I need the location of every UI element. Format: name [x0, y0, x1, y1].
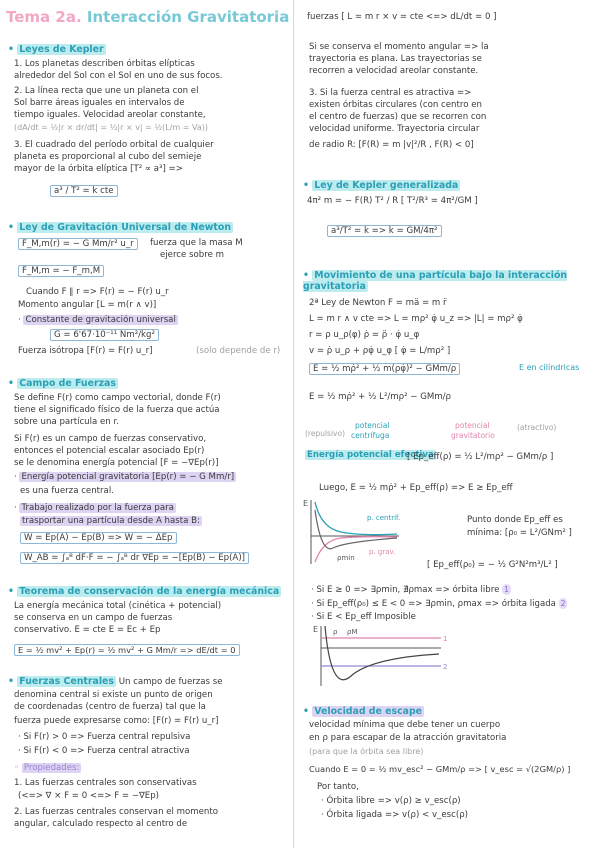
plot2-p-label: ρ: [333, 628, 338, 636]
central-line-2: denomina central si existe un punto de origen: [14, 690, 213, 700]
angular-momentum-line: fuerzas [ L = m r × v = cte <=> dL/dt = 0 ]: [307, 12, 497, 22]
plot2-two-label: 2: [443, 663, 448, 671]
newton-bullet-5: Fuerza isótropa [F(r) = F(r) u_r]: [18, 346, 153, 356]
plot2-e-label: E: [313, 625, 319, 634]
field-work-1: W = Ep(A) − Ep(B) => W = − ΔEp: [20, 533, 177, 544]
kepler-heading: • Leyes de Kepler: [8, 44, 104, 55]
field-line-8: es una fuerza central.: [20, 486, 114, 496]
central-line-5: · Si F(r) > 0 => Fuerza central repulsiva: [18, 732, 191, 742]
right-line-2: trayectoria es plana. Las trayectorias se: [309, 54, 482, 64]
central-line-4: fuerza puede expresarse como: [F(r) = F(r) u_r]: [14, 716, 219, 726]
central-line-9: (<=> ∇ × F = 0 <=> F = −∇Ep): [18, 791, 160, 801]
kepler-law3-line1: 3. El cuadrado del período orbital de cualquier: [14, 140, 214, 150]
field-line-1: Se define F(r) como campo vectorial, donde F(r): [14, 393, 221, 403]
escape-free-orbit: · Órbita libre => v(ρ) ≥ v_esc(ρ): [321, 796, 461, 806]
label-potential-2: potencial: [455, 421, 490, 430]
orbit-case-1: · Si E ≥ 0 => ∃ρmin, ∄ρmax => órbita libre 1: [311, 585, 509, 595]
newton-force-note-1: fuerza que la masa M: [150, 238, 243, 248]
field-line-10: trasportar una partícula desde A hasta B:: [22, 516, 200, 526]
effective-energy-heading: Energía potencial efectiva: [307, 450, 434, 460]
orbit-case-3: · Si E < Ep_eff Imposible: [311, 612, 416, 622]
newton-g-constant: G = 6'67·10⁻¹¹ Nm²/kg²: [50, 330, 159, 341]
kepler-law2-line2: Sol barre áreas iguales en intervalos de: [14, 98, 185, 108]
field-line-3: sobre una partícula en r.: [14, 417, 119, 427]
right-line-7: velocidad uniforme. Trayectoria circular: [309, 124, 480, 134]
plot2-pm-label: ρM: [347, 628, 358, 636]
right-column: [297, 0, 600, 848]
newton-bullet-2: Momento angular [L = m(r ∧ v)]: [18, 300, 157, 310]
kepler-law2-line1: 2. La línea recta que une un planeta con el: [14, 86, 199, 96]
label-attractive: (atractivo): [517, 423, 557, 432]
plot1-e-label: E: [303, 499, 309, 508]
newton-force-formula: F_M,m(r) = − G Mm/r² u_r: [18, 239, 138, 250]
luego-line: Luego, E = ½ mρ̇² + Ep_eff(ρ) => E ≥ Ep_eff: [319, 483, 513, 493]
kepler-law1-line1: 1. Los planetas describen órbitas elípticas: [14, 59, 195, 69]
conservation-formula: E = ½ mv² + Ep(r) = ½ mv² + G Mm/r => dE/dt = 0: [14, 645, 240, 656]
newton-bullet-1: Cuando F ∥ r => F(r) = − F(r) u_r: [26, 287, 169, 297]
min-line-2: mínima: [ρ₀ = L²/GNm² ]: [467, 528, 572, 538]
escape-line-2: velocidad mínima que debe tener un cuerpo: [309, 720, 501, 730]
field-line-4: Si F(r) es un campo de fuerzas conservativo,: [14, 434, 207, 444]
motion-line-3: r = ρ u_ρ(φ) ρ̇ = ρ̈ · φ̇ u_φ: [309, 330, 420, 340]
column-divider: [293, 0, 294, 848]
page-title: [6, 8, 289, 26]
label-centrifugal: centrífuga: [351, 431, 390, 440]
field-line-7: · Energía potencial gravitatoria [Ep(r) = − G Mm/r]: [14, 472, 235, 482]
field-work-2: W_AB = ∫ₐᴮ dF·F = − ∫ₐᴮ dr ∇Ep = −[Ep(B) − Ep(A)]: [20, 553, 249, 564]
motion-heading: • Movimiento de una partícula bajo la interacción gravitatoria: [303, 270, 568, 292]
kepler-gen-eq2: a³/T² = k => k = GM/4π²: [327, 226, 442, 237]
plot1-centr-label: p. centríf.: [367, 514, 401, 522]
label-repulsive: (repulsivo): [305, 429, 346, 438]
min-line-1: Punto donde Ep_eff es: [467, 515, 563, 525]
plot1-pmin-label: ρmin: [337, 554, 355, 562]
label-gravitational: gravitatorio: [451, 431, 495, 440]
escape-line-3: en ρ para escapar de la atracción gravitatoria: [309, 733, 507, 743]
right-line-1: Si se conserva el momento angular => la: [309, 42, 489, 52]
orbit-case-2: · Si Ep_eff(ρ₀) ≤ E < 0 => ∃ρmin, ρmax => órbita ligada 2: [311, 599, 566, 609]
escape-bound-orbit: · Órbita ligada => v(ρ) < v_esc(ρ): [321, 810, 469, 820]
kepler-law3-line3: mayor de la órbita elíptica [T² ∝ a³] =>: [14, 164, 183, 174]
field-line-5: entonces el potencial escalar asociado Ep(r): [14, 446, 205, 456]
title-number: Tema 2a.: [6, 8, 82, 26]
right-line-4: 3. Si la fuerza central es atractiva =>: [309, 88, 472, 98]
field-line-2: tiene el significado físico de la fuerza que actúa: [14, 405, 220, 415]
central-heading: • Fuerzas Centrales Un campo de fuerzas se: [8, 676, 223, 687]
effective-energy-formula: [ Ep_eff(ρ) = ½ L²/mρ² − GMm/ρ ]: [407, 452, 554, 462]
plot2-effective-curve: [325, 626, 439, 680]
motion-energy-2: E = ½ mρ̇² + ½ L²/mρ² − GMm/ρ: [309, 392, 452, 402]
min-formula: [ Ep_eff(ρ₀) = − ½ G²N²m³/L² ]: [427, 560, 558, 570]
kepler-law2-line4: (dA/dt = ½|r × dr/dt| = ½|r × v| = ½(L/m = Va)): [14, 123, 209, 132]
orbit-types-plot: [311, 624, 451, 688]
plot1-grav-label: p. grav.: [369, 548, 396, 556]
conservation-line-1: La energía mecánica total (cinética + potencial): [14, 601, 222, 611]
motion-energy-1: E = ½ mρ̇² + ½ m(ρφ̇)² − GMm/ρ: [309, 364, 460, 375]
kepler-law3-formula: a³ / T² = k cte: [50, 186, 118, 197]
escape-formula: Cuando E = 0 = ½ mv_esc² − GMm/ρ => [ v_esc = √(2GM/ρ) ]: [309, 764, 571, 774]
motion-energy-note: E en cilíndricas: [519, 363, 580, 372]
field-heading: • Campo de Fuerzas: [8, 378, 116, 389]
kepler-law1-line2: alrededor del Sol con el Sol en uno de sus focos.: [14, 71, 223, 81]
newton-force-note-2: ejerce sobre m: [160, 250, 224, 260]
motion-line-4: v = ρ̇ u_ρ + ρφ̇ u_φ [ φ̇ = L/mρ² ]: [309, 346, 451, 356]
central-properties: ◦ Propiedades:: [14, 763, 80, 773]
label-potential-1: potencial: [355, 421, 390, 430]
effective-potential-plot: [301, 496, 441, 568]
field-line-6: se le denomina energía potencial [F = −∇Ep(r)]: [14, 458, 219, 468]
central-line-8: 1. Las fuerzas centrales son conservativas: [14, 778, 197, 788]
escape-line-4: (para que la órbita sea libre): [309, 747, 424, 756]
field-line-9: · Trabajo realizado por la fuerza para: [14, 503, 174, 513]
conservation-line-2: se conserva en un campo de fuerzas: [14, 613, 173, 623]
central-line-6: · Si F(r) < 0 => Fuerza central atractiva: [18, 746, 190, 756]
conservation-heading: • Teorema de conservación de la energía mecánica: [8, 586, 280, 597]
kepler-gen-heading: • Ley de Kepler generalizada: [303, 180, 459, 191]
left-column: [0, 0, 292, 848]
right-line-3: recorren a velocidad areolar constante.: [309, 66, 479, 76]
motion-line-2: L = m r ∧ v cte => L = mρ² φ̇ u_z => |L| = mρ² φ̇: [309, 314, 523, 324]
newton-reaction: F_M,m = − F_m,M: [18, 266, 104, 277]
right-line-5: existen órbitas circulares (con centro en: [309, 100, 482, 110]
newton-bullet-3: · Constante de gravitación universal: [18, 315, 176, 325]
central-line-3: de coordenadas (centro de fuerza) tal que la: [14, 702, 206, 712]
escape-por-tanto: Por tanto,: [317, 782, 359, 792]
right-line-6: el centro de fuerzas) que se recorren con: [309, 112, 487, 122]
title-name: Interacción Gravitatoria: [86, 8, 290, 26]
plot2-one-label: 1: [443, 635, 448, 643]
right-line-8: de radio R: [F(R) = m |v|²/R , F(R) < 0]: [309, 140, 474, 150]
motion-line-1: 2ª Ley de Newton F = mä = m r̈: [309, 298, 447, 308]
central-line-10: 2. Las fuerzas centrales conservan el momento: [14, 807, 219, 817]
conservation-line-3: conservativo. E = cte E = Ec + Ep: [14, 625, 161, 635]
kepler-gen-eq1: 4π² m = − F(R) T² / R [ T²/R³ = 4π²/GM ]: [307, 196, 478, 206]
newton-isotropic-note: (solo depende de r): [196, 346, 281, 356]
kepler-law3-line2: planeta es proporcional al cubo del semieje: [14, 152, 202, 162]
central-line-11: angular, calculado respecto al centro de: [14, 819, 188, 829]
escape-heading: • Velocidad de escape: [303, 706, 423, 717]
kepler-law2-line3: tiempo iguales. Velocidad areolar constante,: [14, 110, 206, 120]
newton-heading: • Ley de Gravitación Universal de Newton: [8, 222, 232, 233]
